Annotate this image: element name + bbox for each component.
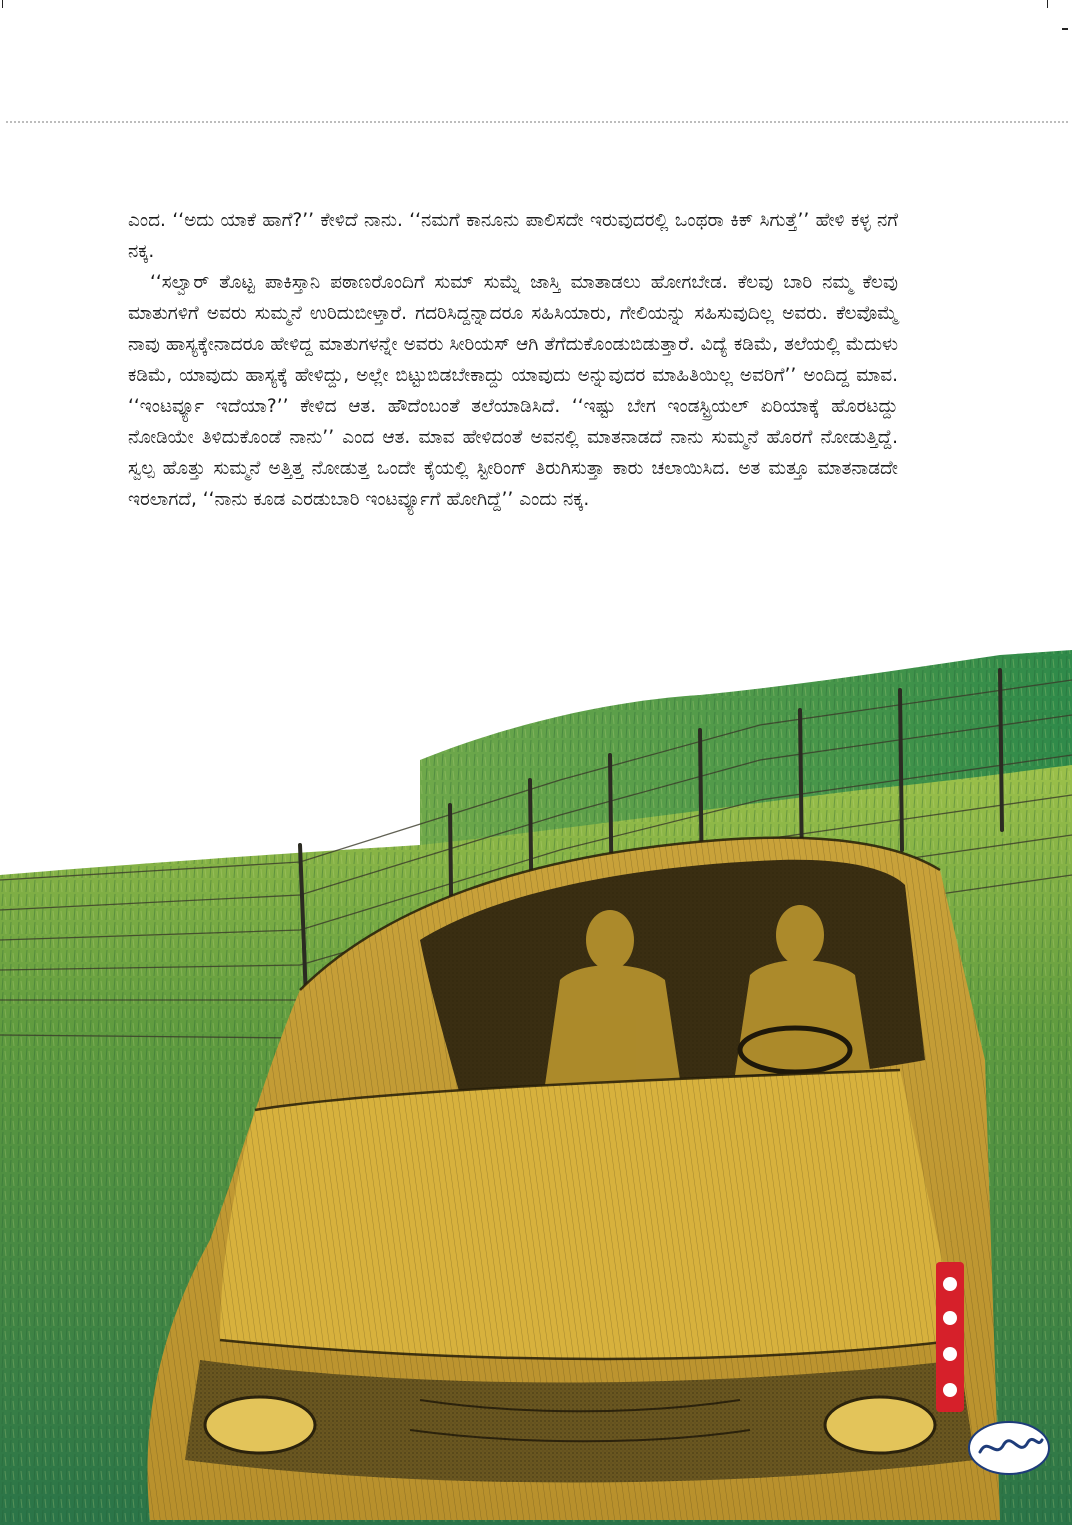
illustration-car-by-fence	[0, 640, 1072, 1525]
crop-mark-right	[1047, 0, 1048, 8]
header-dotted-rule	[6, 121, 1068, 123]
artist-signature	[966, 1418, 1052, 1478]
story-paragraph-1: ಎಂದ. ‘‘ಅದು ಯಾಕೆ ಹಾಗೆ?’’ ಕೇಳಿದೆ ನಾನು. ‘‘ನಮಗೆ ಕಾನೂನು ಪಾಲಿಸದೇ ಇರುವುದರಲ್ಲಿ ಒಂಥರಾ ಕಿಕ್ ಸಿಗುತ್ತೆ’’ ಹೇಳಿ ಕಳ್ಳ ನಗೆ ನಕ್ಕ.	[128, 210, 898, 262]
magazine-logo	[932, 1262, 968, 1412]
story-paragraph-2: ‘‘ಸಲ್ವಾರ್ ತೊಟ್ಟ ಪಾಕಿಸ್ತಾನಿ ಪಠಾಣರೊಂದಿಗೆ ಸುಮ್ ಸುಮ್ನೆ ಜಾಸ್ತಿ ಮಾತಾಡಲು ಹೋಗಬೇಡ. ಕೆಲವು ಬಾರಿ ನಮ್ಮ ಕೆಲವು ಮಾತುಗಳಿಗೆ ಅವರು ಸುಮ್ಮನೆ ಉರಿದುಬೀಳ್ತಾರೆ. ಗದರಿಸಿದ್ದನ್ನಾದರೂ ಸಹಿಸಿಯಾರು, ಗೇಲಿಯನ್ನು ಸಹಿಸುವುದಿಲ್ಲ ಅವರು. ಕೆಲವೊಮ್ಮೆ ನಾವು ಹಾಸ್ಯಕ್ಕೇನಾದರೂ ಹೇಳಿದ್ದ ಮಾತುಗಳನ್ನೇ ಅವರು ಸೀರಿಯಸ್ ಆಗಿ ತೆಗೆದುಕೊಂಡುಬಿಡುತ್ತಾರೆ. ವಿದ್ಯೆ ಕಡಿಮೆ, ತಲೆಯಲ್ಲಿ ಮೆದುಳು ಕಡಿಮೆ, ಯಾವುದು ಹಾಸ್ಯಕ್ಕೆ ಹೇಳಿದ್ದು, ಅಲ್ಲೇ ಬಿಟ್ಟುಬಿಡಬೇಕಾದ್ದು ಯಾವುದು ಅನ್ನುವುದರ ಮಾಹಿತಿಯಿಲ್ಲ ಅವರಿಗೆ’’ ಅಂದಿದ್ದ ಮಾವ. ‘‘ಇಂಟರ್ವ್ಯೂ ಇದೆಯಾ?’’ ಕೇಳಿದ ಆತ. ಹೌದೆಂಬಂತೆ ತಲೆಯಾಡಿಸಿದೆ. ‘‘ಇಷ್ಟು ಬೇಗ ಇಂಡಸ್ಟ್ರಿಯಲ್ ಏರಿಯಾಕ್ಕೆ ಹೊರಟದ್ದು ನೋಡಿಯೇ ತಿಳಿದುಕೊಂಡೆ ನಾನು’’ ಎಂದ ಆತ. ಮಾವ ಹೇಳಿದಂತೆ ಅವನಲ್ಲಿ ಮಾತನಾಡದೆ ನಾನು ಸುಮ್ಮನೆ ಹೊರಗೆ ನೋಡುತ್ತಿದ್ದೆ. ಸ್ವಲ್ಪ ಹೊತ್ತು ಸುಮ್ಮನೆ ಅತ್ತಿತ್ತ ನೋಡುತ್ತ ಒಂದೇ ಕೈಯಲ್ಲಿ ಸ್ಟೀರಿಂಗ್ ತಿರುಗಿಸುತ್ತಾ ಕಾರು ಚಲಾಯಿಸಿದ. ಅತ ಮತ್ತೂ ಮಾತನಾಡದೇ ಇರಲಾಗದೆ, ‘‘ನಾನು ಕೂಡ ಎರಡುಬಾರಿ ಇಂಟರ್ವ್ಯೂಗೆ ಹೋಗಿದ್ದೆ’’ ಎಂದು ನಕ್ಕ.	[128, 272, 898, 510]
story-text-block	[128, 205, 898, 515]
crop-mark-dash	[1062, 28, 1068, 30]
car-headlight-left	[205, 1397, 315, 1453]
crop-mark-left	[2, 0, 3, 8]
car-headlight-right	[825, 1397, 935, 1453]
